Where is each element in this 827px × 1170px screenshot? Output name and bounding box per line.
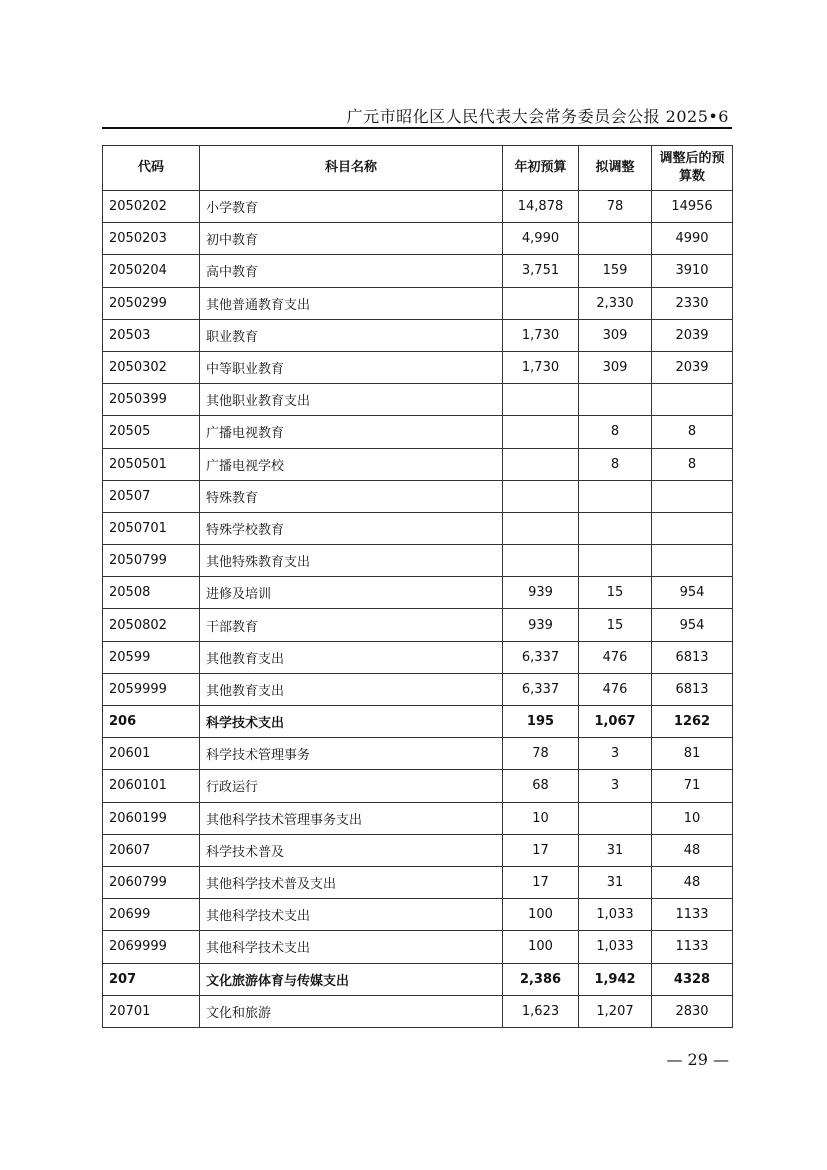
table-row [103,255,733,287]
cell-adjustment: 1,942 [579,963,652,995]
cell-code: 2050802 [103,609,200,641]
cell-name: 初中教育 [200,223,503,255]
cell-adjusted-budget: 48 [652,866,733,898]
cell-initial-budget: 195 [503,706,579,738]
cell-initial-budget: 100 [503,931,579,963]
cell-code: 2069999 [103,931,200,963]
table-row [103,223,733,255]
table-row [103,641,733,673]
cell-code: 2059999 [103,673,200,705]
table-row [103,673,733,705]
table-row [103,963,733,995]
cell-adjusted-budget: 1133 [652,931,733,963]
cell-initial-budget: 10 [503,802,579,834]
cell-name: 其他科学技术管理事务支出 [200,802,503,834]
page-number: — 29 — [666,1050,729,1069]
cell-adjustment: 2,330 [579,287,652,319]
table-row [103,512,733,544]
cell-code: 2050399 [103,384,200,416]
table-row [103,351,733,383]
cell-initial-budget [503,416,579,448]
cell-name: 其他教育支出 [200,673,503,705]
cell-adjusted-budget: 14956 [652,191,733,223]
cell-adjusted-budget: 4990 [652,223,733,255]
cell-name: 广播电视学校 [200,448,503,480]
table-row [103,191,733,223]
cell-adjusted-budget: 6813 [652,673,733,705]
cell-code: 20601 [103,738,200,770]
cell-name: 其他科学技术支出 [200,899,503,931]
table-row [103,416,733,448]
cell-name: 特殊学校教育 [200,512,503,544]
cell-adjusted-budget: 3910 [652,255,733,287]
table-row [103,834,733,866]
column-header-code: 代码 [103,146,200,191]
cell-name: 科学技术支出 [200,706,503,738]
cell-initial-budget: 2,386 [503,963,579,995]
cell-initial-budget [503,480,579,512]
cell-adjustment: 159 [579,255,652,287]
cell-code: 20508 [103,577,200,609]
table-row [103,738,733,770]
cell-adjusted-budget: 10 [652,802,733,834]
cell-adjustment: 1,033 [579,899,652,931]
cell-code: 206 [103,706,200,738]
cell-adjusted-budget: 954 [652,577,733,609]
cell-name: 其他教育支出 [200,641,503,673]
cell-adjustment: 3 [579,738,652,770]
cell-name: 文化和旅游 [200,995,503,1027]
cell-initial-budget: 1,730 [503,351,579,383]
cell-name: 其他特殊教育支出 [200,545,503,577]
cell-code: 207 [103,963,200,995]
header-title: 广元市昭化区人民代表大会常务委员会公报 2025•6 [346,107,729,126]
cell-adjusted-budget: 8 [652,448,733,480]
cell-name: 其他科学技术普及支出 [200,866,503,898]
cell-initial-budget: 1,730 [503,319,579,351]
cell-initial-budget [503,384,579,416]
table-row [103,287,733,319]
cell-adjustment [579,223,652,255]
cell-adjusted-budget: 2039 [652,351,733,383]
table-row [103,545,733,577]
cell-adjusted-budget [652,384,733,416]
cell-name: 干部教育 [200,609,503,641]
cell-adjustment: 1,207 [579,995,652,1027]
cell-adjusted-budget: 1133 [652,899,733,931]
column-header-adjusted-budget: 调整后的预算数 [652,146,733,191]
cell-initial-budget: 1,623 [503,995,579,1027]
budget-table [102,145,733,1028]
table-row [103,770,733,802]
cell-initial-budget [503,448,579,480]
cell-initial-budget: 17 [503,834,579,866]
cell-code: 2050203 [103,223,200,255]
cell-adjustment: 1,067 [579,706,652,738]
cell-adjustment: 31 [579,866,652,898]
cell-code: 20505 [103,416,200,448]
cell-adjustment [579,480,652,512]
cell-name: 科学技术普及 [200,834,503,866]
cell-adjusted-budget: 954 [652,609,733,641]
table-row [103,448,733,480]
column-header-adjustment: 拟调整 [579,146,652,191]
cell-initial-budget: 78 [503,738,579,770]
cell-code: 20701 [103,995,200,1027]
table-row [103,706,733,738]
table-row [103,995,733,1027]
cell-adjustment: 31 [579,834,652,866]
cell-initial-budget: 6,337 [503,673,579,705]
table-row [103,319,733,351]
cell-adjusted-budget [652,545,733,577]
cell-initial-budget: 17 [503,866,579,898]
table-row [103,866,733,898]
cell-name: 其他科学技术支出 [200,931,503,963]
cell-code: 2050299 [103,287,200,319]
cell-adjusted-budget: 8 [652,416,733,448]
table-row [103,802,733,834]
cell-adjustment: 476 [579,673,652,705]
cell-initial-budget [503,512,579,544]
cell-adjusted-budget: 81 [652,738,733,770]
cell-adjustment: 476 [579,641,652,673]
column-header-initial-budget: 年初预算 [503,146,579,191]
table-row [103,899,733,931]
cell-adjusted-budget: 2039 [652,319,733,351]
column-header-name: 科目名称 [200,146,503,191]
cell-adjustment: 15 [579,577,652,609]
cell-adjusted-budget: 6813 [652,641,733,673]
cell-initial-budget [503,287,579,319]
cell-code: 2050501 [103,448,200,480]
cell-code: 2050302 [103,351,200,383]
table-row [103,384,733,416]
table-row [103,609,733,641]
cell-name: 高中教育 [200,255,503,287]
cell-name: 其他普通教育支出 [200,287,503,319]
cell-code: 2050202 [103,191,200,223]
cell-code: 20599 [103,641,200,673]
cell-adjustment [579,384,652,416]
cell-adjustment: 309 [579,319,652,351]
cell-initial-budget: 939 [503,577,579,609]
cell-initial-budget: 100 [503,899,579,931]
cell-adjusted-budget: 1262 [652,706,733,738]
cell-adjusted-budget: 71 [652,770,733,802]
cell-name: 中等职业教育 [200,351,503,383]
cell-name: 行政运行 [200,770,503,802]
cell-initial-budget: 14,878 [503,191,579,223]
cell-adjustment [579,802,652,834]
cell-adjusted-budget [652,480,733,512]
cell-initial-budget: 939 [503,609,579,641]
table-row [103,577,733,609]
cell-initial-budget: 68 [503,770,579,802]
cell-code: 20503 [103,319,200,351]
cell-adjustment: 8 [579,416,652,448]
cell-initial-budget [503,545,579,577]
cell-adjustment [579,545,652,577]
cell-initial-budget: 6,337 [503,641,579,673]
cell-adjustment: 15 [579,609,652,641]
cell-code: 20507 [103,480,200,512]
cell-name: 广播电视教育 [200,416,503,448]
cell-adjusted-budget: 2830 [652,995,733,1027]
cell-initial-budget: 3,751 [503,255,579,287]
table-row [103,480,733,512]
cell-name: 其他职业教育支出 [200,384,503,416]
cell-name: 进修及培训 [200,577,503,609]
table-row [103,931,733,963]
cell-adjusted-budget: 2330 [652,287,733,319]
cell-initial-budget: 4,990 [503,223,579,255]
cell-adjustment: 78 [579,191,652,223]
cell-adjusted-budget [652,512,733,544]
table-header-row [103,146,733,191]
cell-code: 20607 [103,834,200,866]
cell-adjustment: 1,033 [579,931,652,963]
cell-code: 2060199 [103,802,200,834]
cell-code: 20699 [103,899,200,931]
cell-name: 特殊教育 [200,480,503,512]
cell-code: 2050799 [103,545,200,577]
cell-name: 文化旅游体育与传媒支出 [200,963,503,995]
cell-code: 2060799 [103,866,200,898]
cell-adjusted-budget: 48 [652,834,733,866]
cell-adjustment: 8 [579,448,652,480]
cell-adjustment: 3 [579,770,652,802]
table-body [103,191,733,1028]
cell-adjustment [579,512,652,544]
header-rule [102,127,732,129]
cell-code: 2050701 [103,512,200,544]
cell-adjusted-budget: 4328 [652,963,733,995]
cell-code: 2060101 [103,770,200,802]
cell-name: 小学教育 [200,191,503,223]
cell-name: 科学技术管理事务 [200,738,503,770]
cell-adjustment: 309 [579,351,652,383]
cell-name: 职业教育 [200,319,503,351]
cell-code: 2050204 [103,255,200,287]
